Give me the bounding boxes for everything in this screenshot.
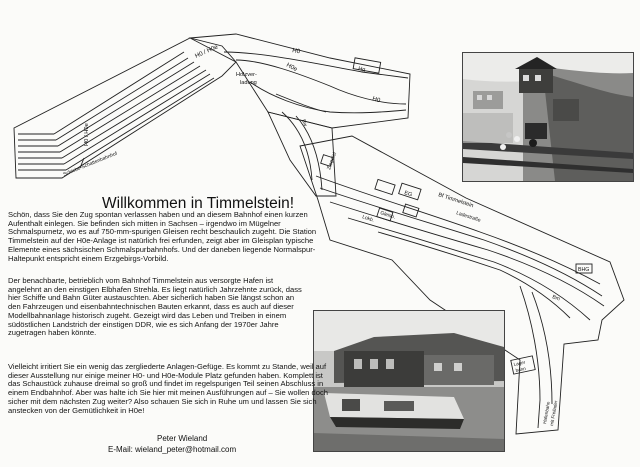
label-ziegelei: Ziegelei	[326, 151, 339, 171]
label-bw: Bw	[300, 118, 309, 128]
label-ladestrasse: Ladestraße	[455, 210, 482, 224]
label-bhg: BHG	[578, 267, 590, 273]
label-lok: Lokb.	[361, 214, 375, 224]
page-title: Willkommen in Timmelstein!	[102, 195, 295, 212]
label-hafen-2: mit Freilader	[549, 400, 559, 427]
label-bf-timmelstein: Bf Timmelstein	[437, 192, 475, 210]
label-h0-right: H0	[371, 95, 382, 105]
shadow-yard-module	[14, 38, 236, 178]
paragraph-1: Schön, dass Sie den Zug spontan verlassen haben und an diesem Bahnhof einen kurzen Aufenthalt einlegen. Sie befinden sich mitten in Sachsen – irgendwo im Mügelner Schmalspurnetz, wo es auf 750-mm-spurigen Gleisen recht beschaulich zugeht. Die Station Timmelstein auf der H0e-Anlage ist natürlich frei erfunden, zeigt aber im Gleisplan typische Elemente eines sächsischen Schmalspurbahnhofs. Und der daneben liegende Normalspur-Haltepunkt entspricht einem Erzgebirgs-Vorbild.	[8, 210, 317, 263]
label-holzverladung-1: Holzver-	[236, 72, 257, 78]
label-eg: EG	[403, 190, 413, 199]
label-bm: Bm	[551, 294, 561, 303]
label-hg: Hg	[357, 66, 366, 74]
label-hafen-1: Hafenbahn	[542, 401, 551, 425]
label-gleisb: Gleisb.	[379, 210, 397, 221]
harbour-photo	[313, 310, 505, 452]
station-photo	[462, 52, 634, 182]
label-h0-h0e-left: H0 / H0e	[84, 123, 90, 146]
signature-name: Peter Wieland	[157, 434, 208, 443]
signature-email: E-Mail: wieland_peter@hotmail.com	[108, 445, 237, 454]
label-h0-top: H0	[291, 47, 301, 56]
label-holzverladung-2: ladung	[240, 80, 257, 86]
label-lager-1: Lager	[513, 359, 526, 367]
paragraph-2: Der benachbarte, betrieblich vom Bahnhof Timmelstein aus versorgte Hafen ist angelehnt an den einstigen Elbhafen Strehla. Es liegt natürlich Jahrzehnte zurück, dass hier Schiffe und Bahn Güter austauschten. Aber sicherlich haben Sie längst schon an den Fahrzeugen und eisenbahntechnischen Bauten erkannt, dass es auch auf dieser Modellbahnanlage historisch zugeht. Gezeigt wird das Leben und Treiben in einem südöstlichen Landstrich der einstigen DDR, wie es sich Anfang der 1970er Jahre zugetragen haben könnte.	[8, 276, 302, 338]
connecting-modules	[190, 34, 410, 196]
paragraph-3: Vielleicht irritiert Sie ein wenig das zergliederte Anlagen-Gefüge. Es kommt zu Stande, weil auf dieser Ausstellung nur einige meiner H0- und H0e-Module Platz gefunden haben. Komplett ist das Schaustück zuhause dreimal so groß und findet im regelspurigen Teil seinen Abschluss in einem Endbahnhof. Aber was halte ich Sie hier mit meinen Ausführungen auf – Sie wollen doch sicher mit dem nächsten Zug weiter? Also schauen Sie sich in Ruhe um und lassen Sie sich anstecken von der Gemütlichkeit in H0e!	[8, 362, 328, 415]
label-h0e-diag: H0e	[285, 61, 299, 74]
label-shadow-yard: Schiebe-Schattenbahnhof	[62, 150, 119, 178]
label-h0-h0e-top: H0 / H0e	[193, 43, 220, 60]
label-lager-2: bahn	[515, 365, 527, 373]
